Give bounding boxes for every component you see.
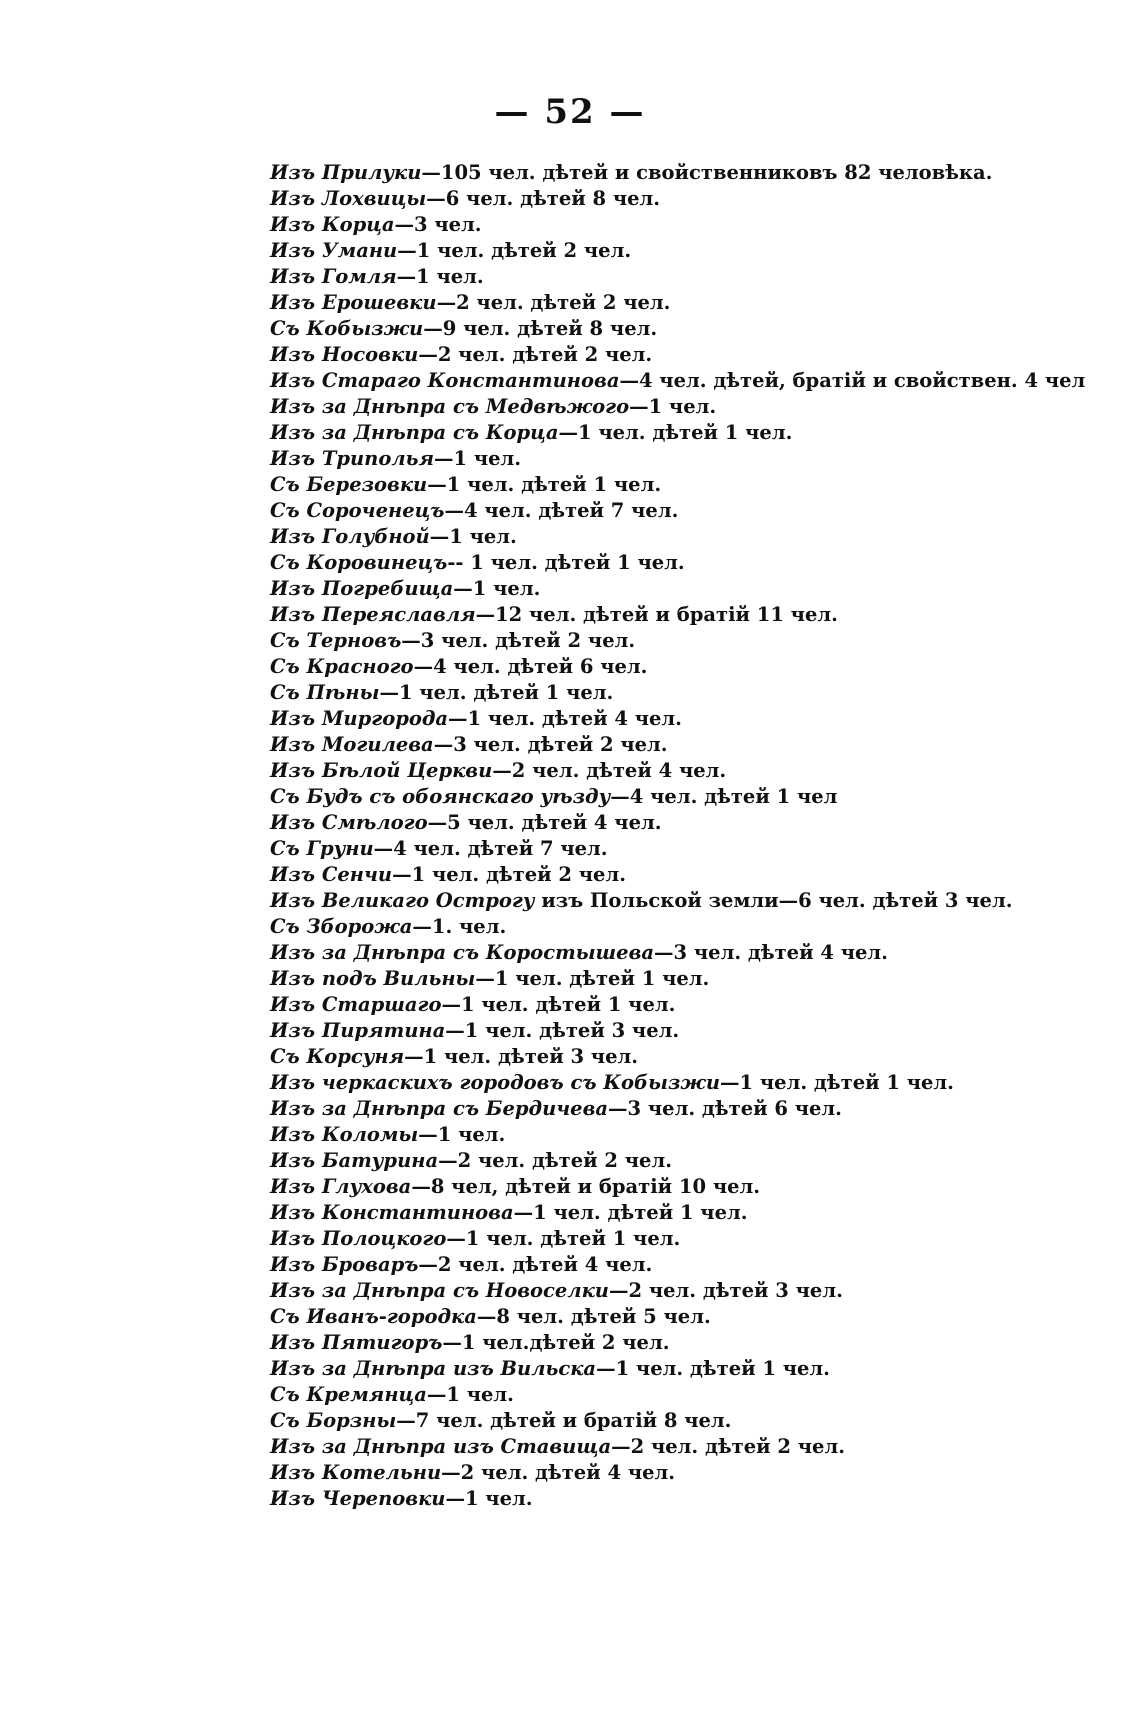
place-name: Изъ Триполья <box>270 447 434 470</box>
list-item <box>270 1434 1090 1460</box>
people-count: —1 чел. дѣтей 1 чел. <box>427 473 662 496</box>
list-item <box>270 1460 1090 1486</box>
list-item <box>270 1408 1090 1434</box>
people-count: —1 чел. дѣтей 1 чел. <box>513 1201 748 1224</box>
place-name: Съ Иванъ-городка <box>270 1305 477 1328</box>
list-item <box>270 1278 1090 1304</box>
list-item <box>270 1486 1090 1512</box>
people-count: —1 чел. дѣтей 4 чел. <box>448 707 682 730</box>
list-item <box>270 732 1090 758</box>
list-item <box>270 862 1090 888</box>
people-count: —4 чел. дѣтей 6 чел. <box>413 655 648 678</box>
people-count: —1 чел. дѣтей 1 чел. <box>558 421 793 444</box>
people-count: —2 чел. дѣтей 4 чел. <box>418 1253 653 1276</box>
people-count: —8 чел. дѣтей 5 чел. <box>476 1305 711 1328</box>
place-name: Изъ Броваръ <box>270 1253 419 1276</box>
list-item <box>270 160 1090 186</box>
list-item <box>270 1356 1090 1382</box>
people-count: —6 чел. дѣтей 8 чел. <box>426 187 661 210</box>
people-count: —3 чел. дѣтей 2 чел. <box>433 733 668 756</box>
place-name: Изъ Корца <box>270 213 395 236</box>
people-count: -- 1 чел. дѣтей 1 чел. <box>447 551 685 574</box>
list-item <box>270 342 1090 368</box>
list-item <box>270 238 1090 264</box>
list-item <box>270 784 1090 810</box>
people-count: —2 чел. дѣтей 2 чел. <box>438 1149 672 1172</box>
people-count: —1 чел. дѣтей 1 чел. <box>446 1227 681 1250</box>
people-count: —3 чел. <box>394 213 482 236</box>
list-item <box>270 654 1090 680</box>
list-item <box>270 914 1090 940</box>
place-name: Изъ Сенчи <box>270 863 393 886</box>
place-name: Съ Пѣны <box>270 681 380 704</box>
place-name: Изъ за Днѣпра съ Корца <box>270 421 559 444</box>
page-number: — 52 — <box>494 92 646 132</box>
people-count: —1 чел. дѣтей 1 чел. <box>475 967 710 990</box>
list-item <box>270 1044 1090 1070</box>
people-count: —1 чел. дѣтей 2 чел. <box>392 863 626 886</box>
list-item <box>270 212 1090 238</box>
people-count: —8 чел, дѣтей и братій 10 чел. <box>411 1175 761 1198</box>
people-count: —3 чел. дѣтей 2 чел. <box>401 629 636 652</box>
list-item <box>270 1252 1090 1278</box>
people-count: —1 чел. <box>418 1123 506 1146</box>
list-item <box>270 420 1090 446</box>
people-count: —9 чел. дѣтей 8 чел. <box>423 317 658 340</box>
people-count: —1. чел. <box>412 915 507 938</box>
list-item <box>270 576 1090 602</box>
place-name: Изъ черкаскихъ городовъ съ Кобызжи <box>270 1071 721 1094</box>
place-name: Изъ Батурина <box>270 1149 439 1172</box>
list-item <box>270 316 1090 342</box>
people-count: —1 чел. дѣтей 1 чел. <box>441 993 676 1016</box>
people-count: —1 чел. дѣтей 3 чел. <box>404 1045 639 1068</box>
list-item <box>270 680 1090 706</box>
people-count: —1 чел. <box>434 447 522 470</box>
people-count: —2 чел. дѣтей 4 чел. <box>492 759 727 782</box>
place-name: Изъ Константинова <box>270 1201 514 1224</box>
settlement-list <box>270 160 1090 1512</box>
place-name: Изъ за Днѣпра изъ Ставища <box>270 1435 612 1458</box>
people-count: —1 чел. дѣтей 2 чел. <box>397 239 632 262</box>
people-count: —3 чел. дѣтей 6 чел. <box>608 1097 842 1120</box>
people-count: —2 чел. дѣтей 3 чел. <box>608 1279 843 1302</box>
place-name: Изъ Миргорода <box>270 707 449 730</box>
people-count: —1 чел.дѣтей 2 чел. <box>442 1331 670 1354</box>
people-count: —4 чел. дѣтей 1 чел <box>610 785 838 808</box>
list-item <box>270 628 1090 654</box>
list-item <box>270 758 1090 784</box>
list-item <box>270 1382 1090 1408</box>
list-item <box>270 1226 1090 1252</box>
people-count: —5 чел. дѣтей 4 чел. <box>427 811 662 834</box>
place-name: Изъ за Днѣпра съ Коростышева <box>270 941 655 964</box>
list-item <box>270 992 1090 1018</box>
list-item <box>270 706 1090 732</box>
place-name: Съ Красного <box>270 655 414 678</box>
place-name: Изъ Погребища <box>270 577 454 600</box>
place-name: Изъ Пирятина <box>270 1019 446 1042</box>
people-count: —1 чел. <box>396 265 484 288</box>
place-name: Изъ Ерошевки <box>270 291 437 314</box>
list-item <box>270 550 1090 576</box>
list-item <box>270 1122 1090 1148</box>
people-count: —1 чел. дѣтей 1 чел. <box>379 681 614 704</box>
place-name: Изъ Прилуки <box>270 161 422 184</box>
place-name: Изъ Пятигоръ <box>270 1331 443 1354</box>
people-count: —4 чел. дѣтей 7 чел. <box>373 837 608 860</box>
place-name: Съ Кремянца <box>270 1383 427 1406</box>
people-count: —12 чел. дѣтей и братій 11 чел. <box>475 603 838 626</box>
list-item <box>270 368 1090 394</box>
list-item <box>270 966 1090 992</box>
list-item <box>270 1148 1090 1174</box>
place-name: Съ Терновъ <box>270 629 402 652</box>
people-count: —1 чел. дѣтей 1 чел. <box>720 1071 954 1094</box>
list-item <box>270 264 1090 290</box>
place-name: Изъ подъ Вильны <box>270 967 476 990</box>
people-count: —3 чел. дѣтей 4 чел. <box>654 941 888 964</box>
list-item <box>270 888 1090 914</box>
place-name: Изъ Лохвицы <box>270 187 427 210</box>
place-name: Изъ Смѣлого <box>270 811 428 834</box>
place-name: Изъ Старшаго <box>270 993 442 1016</box>
place-name: Изъ Котельни <box>270 1461 442 1484</box>
people-count: —2 чел. дѣтей 2 чел. <box>418 343 653 366</box>
place-name: Съ Сороченецъ <box>270 499 445 522</box>
place-name: Изъ Глухова <box>270 1175 412 1198</box>
people-count: —1 чел. <box>445 1487 533 1510</box>
list-item <box>270 810 1090 836</box>
place-name: Съ Зборожа <box>270 915 413 938</box>
list-item <box>270 472 1090 498</box>
list-item <box>270 1096 1090 1122</box>
people-count: —105 чел. дѣтей и свойственниковъ 82 человѣка. <box>421 161 993 184</box>
place-name: Съ Борзны <box>270 1409 397 1432</box>
people-count: изъ Польской земли—6 чел. дѣтей 3 чел. <box>534 889 1013 912</box>
list-item <box>270 836 1090 862</box>
people-count: —4 чел. дѣтей 7 чел. <box>444 499 679 522</box>
place-name: Изъ Гомля <box>270 265 397 288</box>
place-name: Съ Березовки <box>270 473 428 496</box>
list-item <box>270 1018 1090 1044</box>
place-name: Изъ Могилева <box>270 733 434 756</box>
list-item <box>270 1070 1090 1096</box>
people-count: —2 чел. дѣтей 2 чел. <box>611 1435 845 1458</box>
place-name: Изъ Носовки <box>270 343 419 366</box>
place-name: Изъ Череповки <box>270 1487 446 1510</box>
people-count: —7 чел. дѣтей и братій 8 чел. <box>396 1409 732 1432</box>
list-item <box>270 394 1090 420</box>
place-name: Изъ Умани <box>270 239 398 262</box>
people-count: —1 чел. дѣтей 1 чел. <box>596 1357 830 1380</box>
place-name: Изъ Великаго Острогу <box>270 889 535 912</box>
place-name: Изъ за Днѣпра изъ Вильска <box>270 1357 597 1380</box>
list-item <box>270 1200 1090 1226</box>
list-item <box>270 524 1090 550</box>
place-name: Съ Кобызжи <box>270 317 424 340</box>
place-name: Съ Груни <box>270 837 374 860</box>
list-item <box>270 290 1090 316</box>
people-count: —1 чел. <box>453 577 541 600</box>
place-name: Изъ за Днѣпра съ Бердичева <box>270 1097 609 1120</box>
list-item <box>270 1304 1090 1330</box>
place-name: Съ Корсуня <box>270 1045 405 1068</box>
people-count: —1 чел. дѣтей 3 чел. <box>445 1019 680 1042</box>
list-item <box>270 1330 1090 1356</box>
place-name: Изъ за Днѣпра съ Медвѣжого <box>270 395 630 418</box>
place-name: Изъ Переяславля <box>270 603 476 626</box>
place-name: Изъ за Днѣпра съ Новоселки <box>270 1279 609 1302</box>
place-name: Съ Будъ съ обоянскаго уѣзду <box>270 785 611 808</box>
people-count: —2 чел. дѣтей 2 чел. <box>436 291 671 314</box>
list-item <box>270 940 1090 966</box>
place-name: Изъ Полоцкого <box>270 1227 447 1250</box>
place-name: Изъ Голубной <box>270 525 430 548</box>
list-item <box>270 446 1090 472</box>
list-item <box>270 602 1090 628</box>
people-count: —1 чел. <box>629 395 717 418</box>
list-item <box>270 498 1090 524</box>
place-name: Изъ Коломы <box>270 1123 419 1146</box>
place-name: Съ Коровинецъ <box>270 551 448 574</box>
people-count: —1 чел. <box>429 525 517 548</box>
people-count: —4 чел. дѣтей, братій и свойствен. 4 чел <box>619 369 1086 392</box>
people-count: —1 чел. <box>426 1383 514 1406</box>
place-name: Изъ Стараго Константинова <box>270 369 620 392</box>
people-count: —2 чел. дѣтей 4 чел. <box>441 1461 676 1484</box>
list-item <box>270 186 1090 212</box>
list-item <box>270 1174 1090 1200</box>
place-name: Изъ Бѣлой Церкви <box>270 759 493 782</box>
